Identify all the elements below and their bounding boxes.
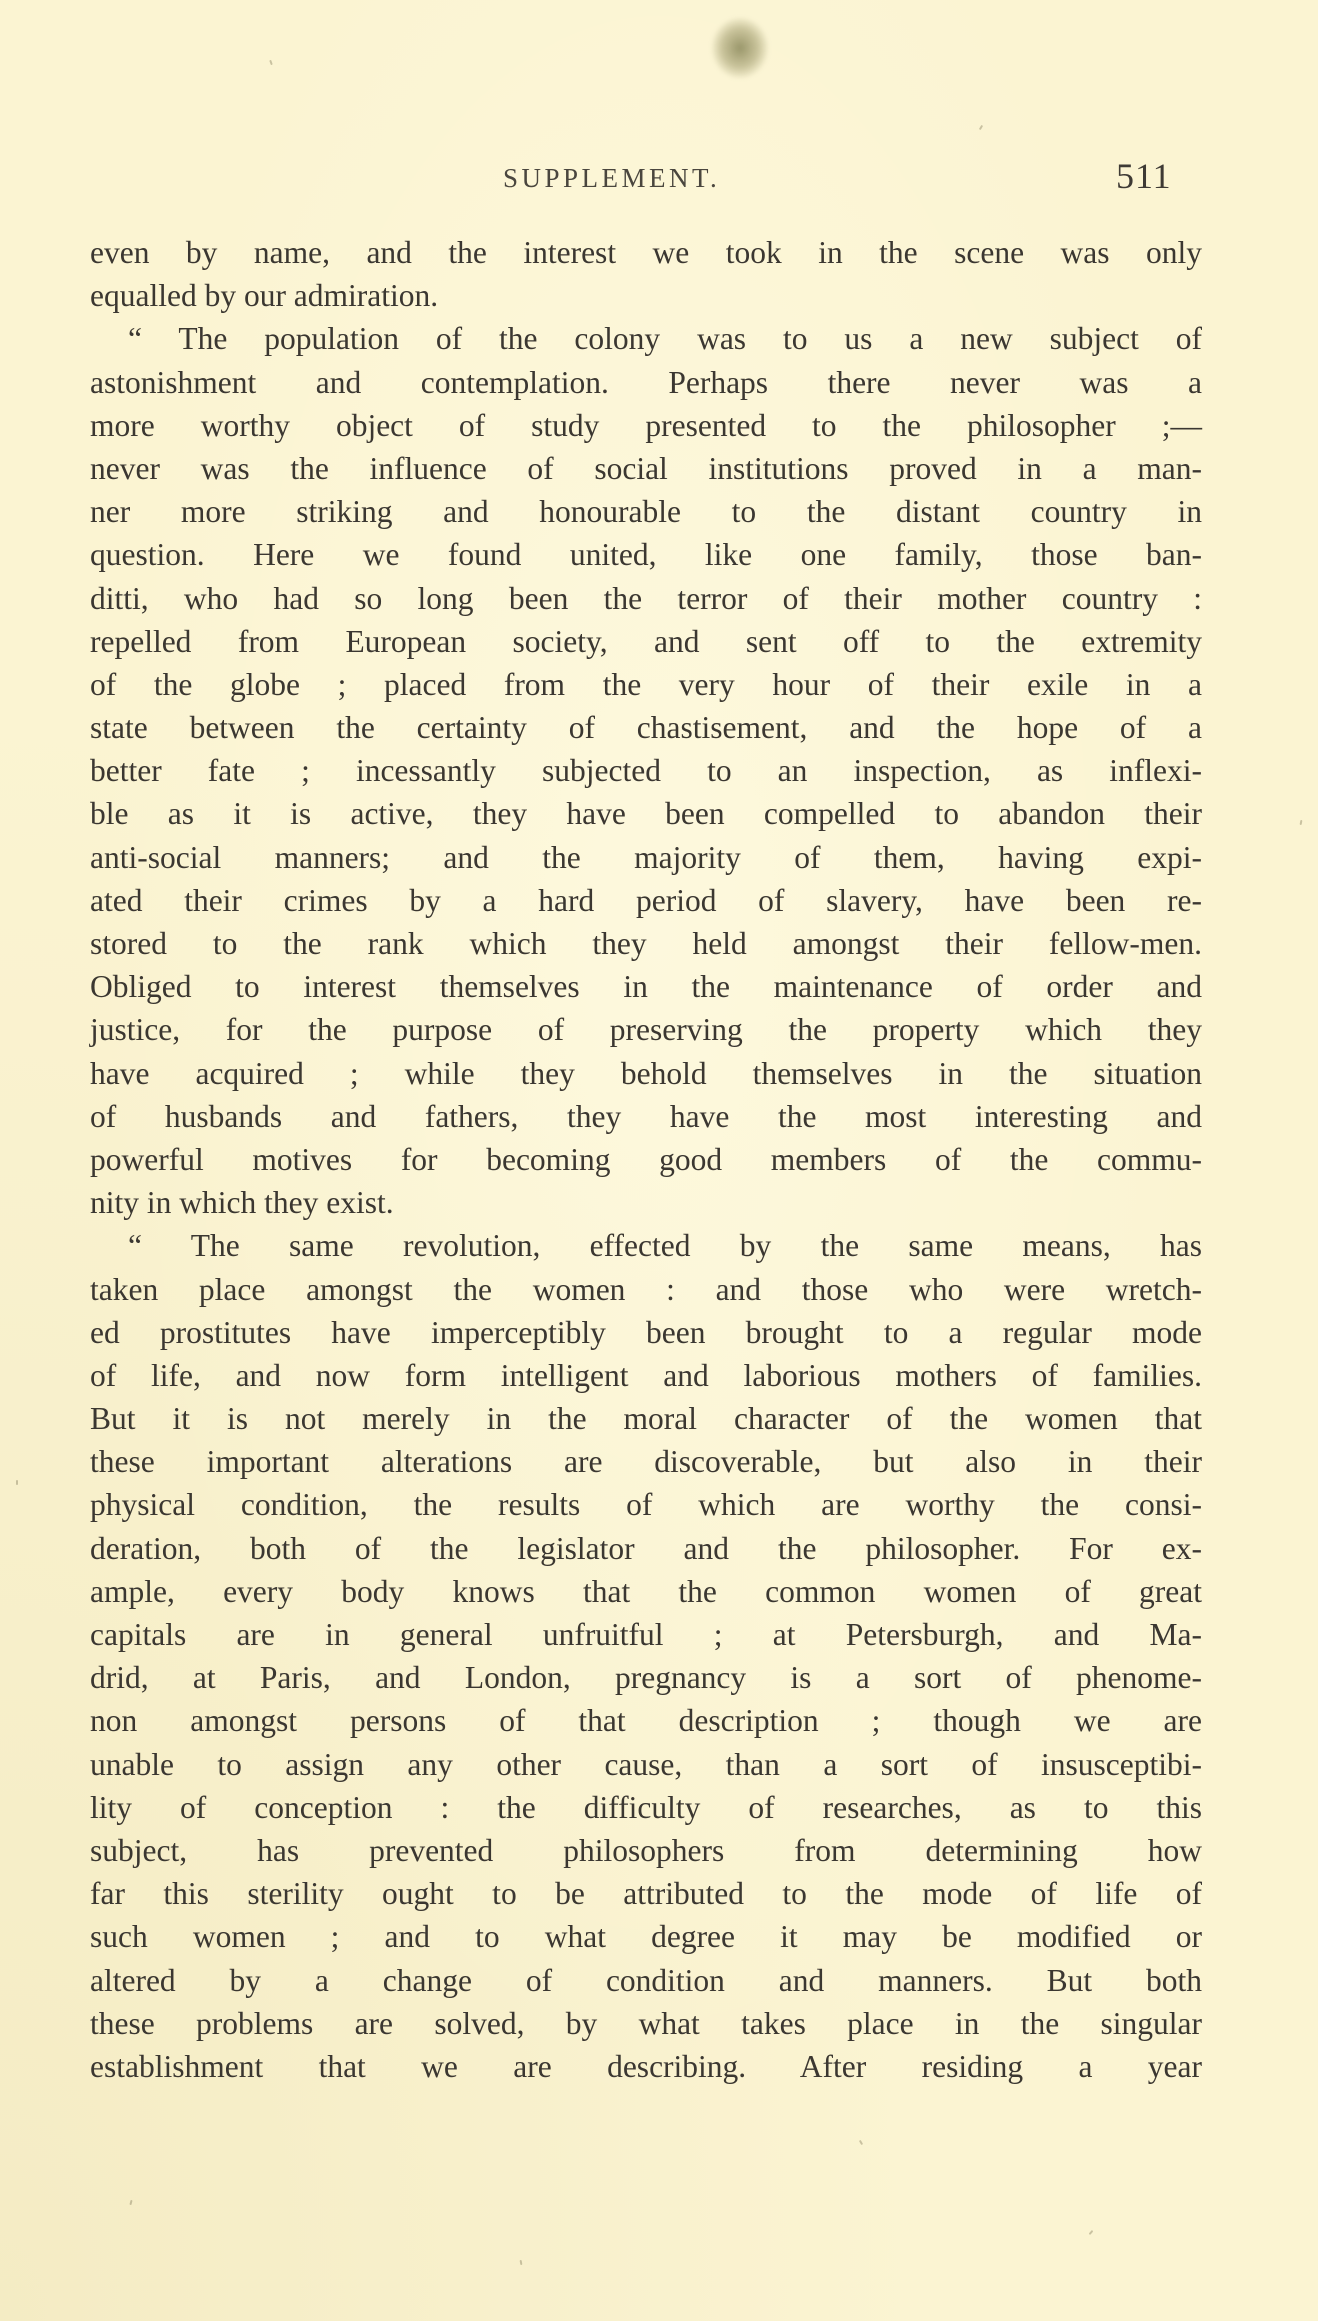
text-line: lity of conception : the difficulty of researches, as to this: [90, 1789, 1202, 1825]
text-line: “ The same revolution, effected by the same means, has: [128, 1228, 1202, 1264]
text-line: of husbands and fathers, they have the most interesting and: [90, 1098, 1202, 1134]
text-line: justice, for the purpose of preserving the property which they: [90, 1012, 1202, 1048]
text-line: of the globe ; placed from the very hour of their exile in a: [90, 666, 1202, 702]
text-line: such women ; and to what degree it may be modified or: [90, 1919, 1202, 1955]
text-line: even by name, and the interest we took in the scene was only: [90, 235, 1202, 270]
text-line: ner more striking and honourable to the distant country in: [90, 494, 1202, 530]
text-line: taken place amongst the women : and those who were wretch-: [90, 1271, 1202, 1307]
text-line: question. Here we found united, like one family, those ban-: [90, 537, 1202, 573]
text-line: repelled from European society, and sent off to the extremity: [90, 623, 1202, 659]
text-line: ble as it is active, they have been compelled to abandon their: [90, 796, 1202, 832]
text-line: But it is not merely in the moral character of the women that: [90, 1401, 1202, 1437]
text-line: physical condition, the results of which are worthy the consi-: [90, 1487, 1202, 1523]
text-line: have acquired ; while they behold themselves in the situation: [90, 1055, 1202, 1091]
text-line: Obliged to interest themselves in the maintenance of order and: [90, 969, 1202, 1005]
text-line: these important alterations are discoverable, but also in their: [90, 1444, 1202, 1480]
text-line: never was the influence of social institutions proved in a man-: [90, 450, 1202, 486]
text-line: stored to the rank which they held amongst their fellow-men.: [90, 926, 1202, 961]
text-line: drid, at Paris, and London, pregnancy is a sort of phenome-: [90, 1660, 1202, 1696]
text-line: ated their crimes by a hard period of slavery, have been re-: [90, 882, 1202, 918]
text-line: establishment that we are describing. After residing a year: [90, 2048, 1202, 2084]
running-title: SUPPLEMENT.: [503, 163, 721, 193]
text-line: “ The population of the colony was to us a new subject of: [128, 321, 1202, 357]
text-line: altered by a change of condition and manners. But both: [90, 1962, 1202, 1998]
text-line: far this sterility ought to be attributed to the mode of life of: [90, 1876, 1202, 1912]
text-line: subject, has prevented philosophers from determining how: [90, 1832, 1202, 1868]
running-head: [0, 156, 1318, 200]
text-line: more worthy object of study presented to the philosopher ;—: [90, 407, 1202, 443]
text-line: nity in which they exist.: [90, 1185, 394, 1221]
text-line: equalled by our admiration.: [90, 278, 439, 314]
text-line: ditti, who had so long been the terror of their mother country :: [90, 580, 1202, 616]
text-line: ample, every body knows that the common women of great: [90, 1573, 1202, 1609]
text-line: better fate ; incessantly subjected to an inspection, as inflexi-: [90, 753, 1202, 789]
text-line: of life, and now form intelligent and laborious mothers of families.: [90, 1357, 1202, 1393]
text-line: these problems are solved, by what takes place in the singular: [90, 2005, 1202, 2041]
text-line: state between the certainty of chastisement, and the hope of a: [90, 710, 1202, 746]
ink-stain: [712, 18, 768, 78]
text-line: capitals are in general unfruitful ; at Petersburgh, and Ma-: [90, 1617, 1202, 1652]
text-line: powerful motives for becoming good members of the commu-: [90, 1141, 1202, 1177]
text-line: non amongst persons of that description ; though we are: [90, 1703, 1202, 1739]
body-text: [90, 231, 1202, 2088]
page-number: 511: [1116, 156, 1172, 196]
text-line: astonishment and contemplation. Perhaps there never was a: [90, 364, 1202, 400]
text-line: ed prostitutes have imperceptibly been brought to a regular mode: [90, 1314, 1202, 1350]
text-line: deration, both of the legislator and the philosopher. For ex-: [90, 1530, 1202, 1566]
text-line: anti-social manners; and the majority of them, having expi-: [90, 839, 1202, 875]
text-line: unable to assign any other cause, than a sort of insusceptibi-: [90, 1746, 1202, 1782]
